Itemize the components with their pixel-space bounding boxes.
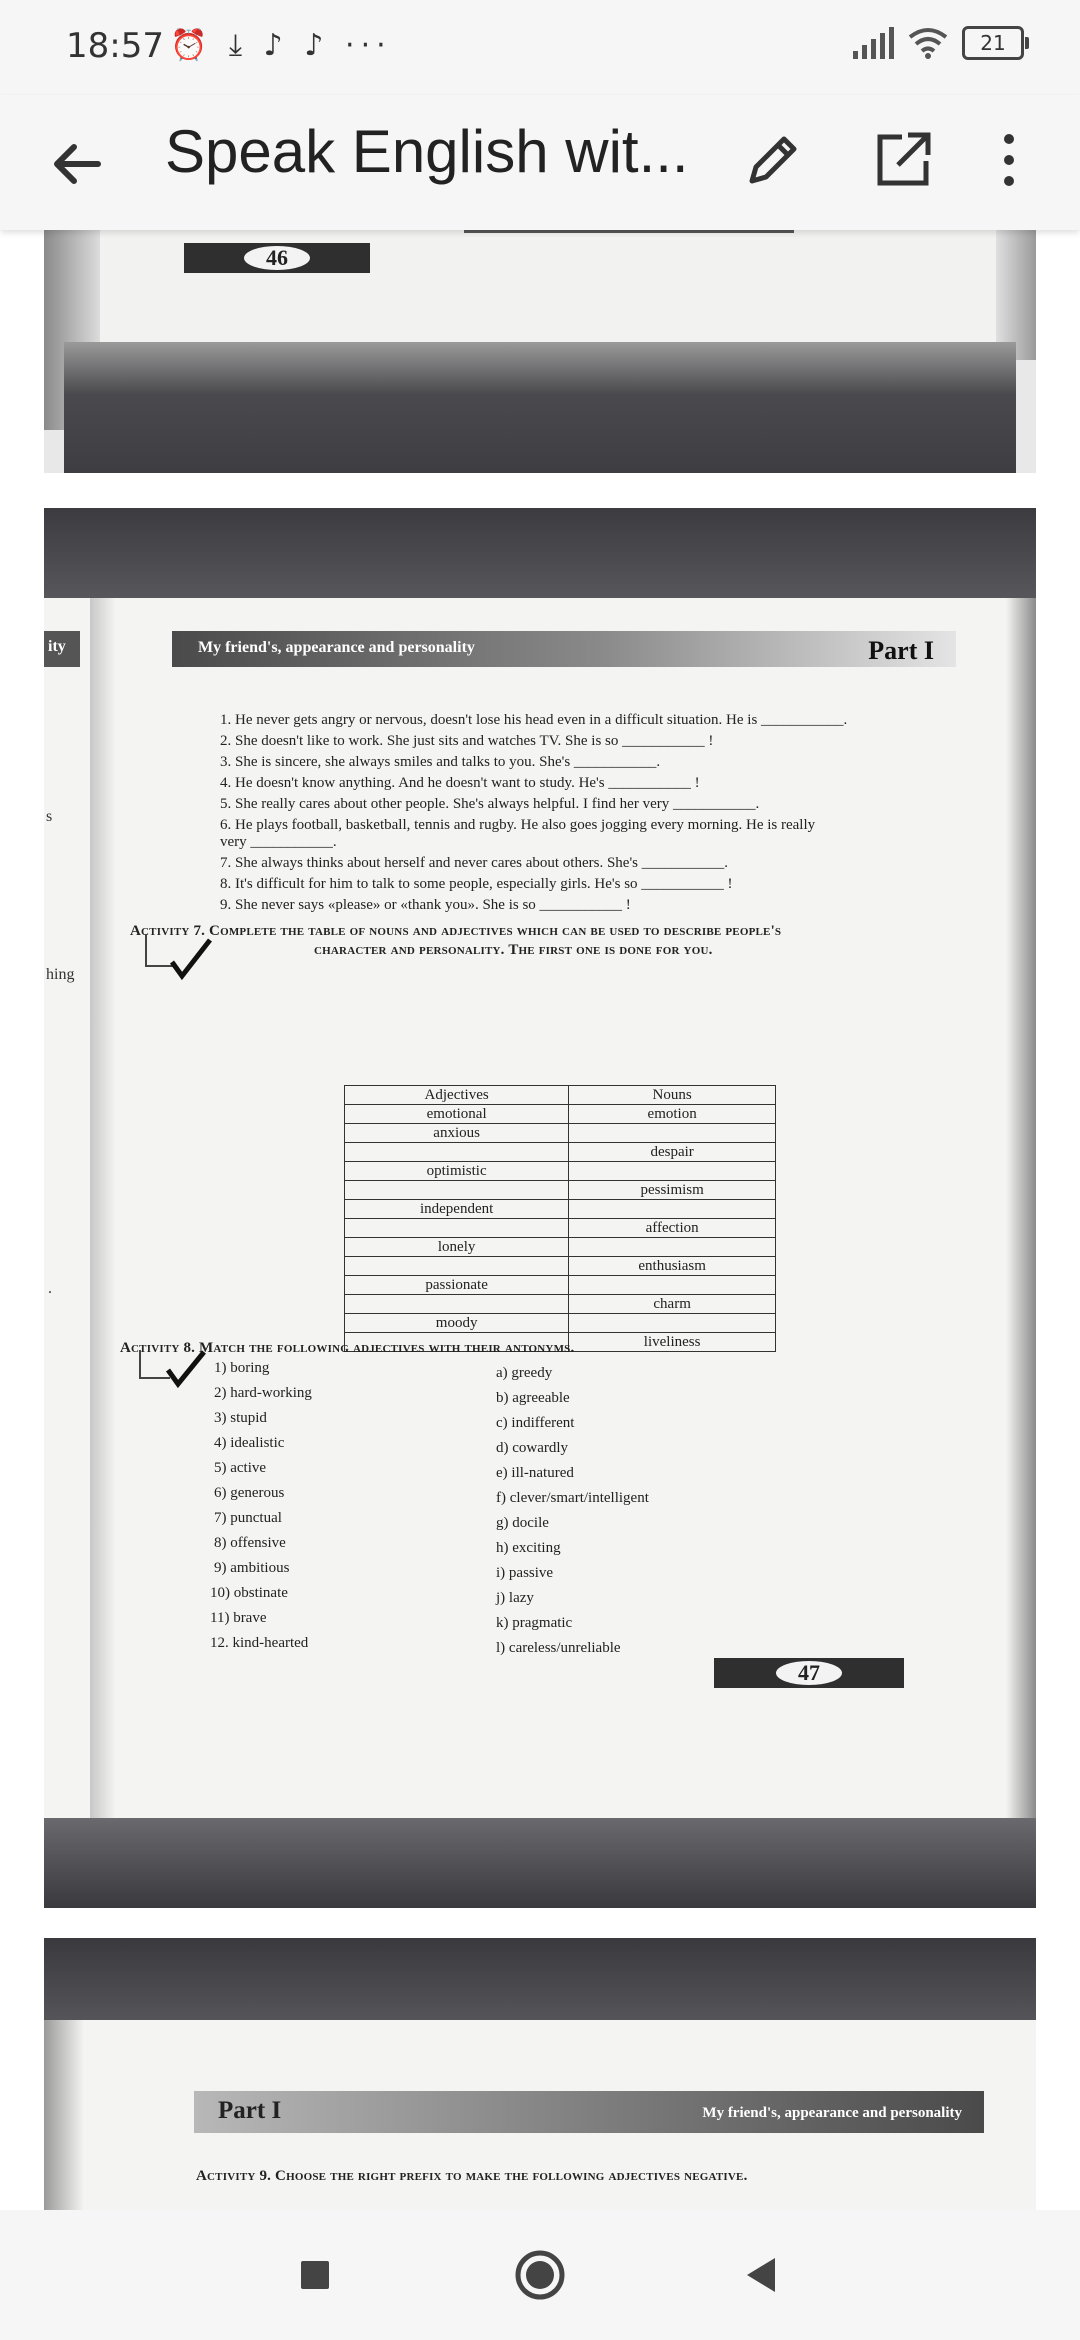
antonym-k: k) pragmatic [496,1615,573,1631]
question-8: 8. It's difficult for him to talk to some people, especially girls. He's so ___________ ! [220,876,733,892]
table-cell: passionate [345,1276,569,1295]
activity-7-title: Activity 7. Complete the table of nouns and adjectives which can be used to describe people's [130,923,782,939]
question-3: 3. She is sincere, she always smiles and talks to you. She's ___________. [220,754,661,770]
antonym-e: e) ill-natured [496,1465,574,1481]
page-46-bottom-shadow [64,342,1016,473]
adjective-6: 6) generous [214,1485,285,1501]
table-cell: anxious [345,1124,569,1143]
table-row [345,1314,776,1333]
antonym-g: g) docile [496,1515,549,1531]
table-cell: liveliness [569,1333,776,1352]
page-48 [44,1938,1036,2210]
table-row [345,1219,776,1238]
antonym-a: a) greedy [496,1365,553,1381]
adjective-7: 7) punctual [214,1510,282,1526]
table-row [345,1162,776,1181]
recents-square-icon[interactable] [280,2240,350,2310]
status-bar [0,0,1080,95]
question-6-continued: very ___________. [220,834,337,850]
table-row [345,1105,776,1124]
page-48-part-label: Part I [218,2097,282,2124]
back-arrow-icon[interactable] [42,129,112,199]
app-bar [0,95,1080,230]
table-cell: affection [569,1219,776,1238]
table-cell [345,1219,569,1238]
antonym-j: j) lazy [496,1590,534,1606]
nouns-adjectives-table [344,1085,776,1352]
table-row [345,1124,776,1143]
page-47-number: 47 [776,1661,842,1685]
question-5: 5. She really cares about other people. She's always helpful. I find her very ___________. [220,796,760,812]
adjective-12: 12. kind-hearted [210,1635,309,1651]
table-row [345,1200,776,1219]
page-48-header [194,2091,984,2133]
antonym-c: c) indifferent [496,1415,575,1431]
question-4: 4. He doesn't know anything. And he doesn't want to study. He's ___________ ! [220,775,700,791]
table-cell [345,1181,569,1200]
adjective-1: 1) boring [214,1360,270,1376]
adjective-10: 10) obstinate [210,1585,288,1601]
table-cell: moody [345,1314,569,1333]
table-cell [569,1200,776,1219]
table-row [345,1295,776,1314]
side-fragment-2: s [46,808,53,825]
table-cell [569,1314,776,1333]
activity-8-title: Activity 8. Match the following adjectives with their antonyms. [120,1340,575,1356]
page-46-number-bar [184,243,370,273]
table-cell [569,1162,776,1181]
antonym-i: i) passive [496,1565,554,1581]
page-46-number: 46 [244,246,310,270]
table-cell: independent [345,1200,569,1219]
table-cell [345,1257,569,1276]
page-46-rule [464,230,794,233]
table-cell: optimistic [345,1162,569,1181]
more-vertical-icon[interactable] [984,125,1034,195]
back-triangle-icon[interactable] [725,2240,795,2310]
question-2: 2. She doesn't like to work. She just sits and watches TV. She is so ___________ ! [220,733,714,749]
page-47-gutter [90,598,116,1823]
table-header-nouns: Nouns [569,1086,776,1105]
page-48-header-title: My friend's, appearance and personality [702,2105,962,2121]
table-cell [569,1238,776,1257]
page-46 [44,230,1036,473]
table-header-adjectives: Adjectives [345,1086,569,1105]
adjective-8: 8) offensive [214,1535,286,1551]
table-cell: pessimism [569,1181,776,1200]
battery-icon: 21 [962,26,1024,60]
table-row [345,1238,776,1257]
notification-icons: ⏰ ⤓ ♪ ♪ ··· [170,28,392,63]
antonym-l: l) careless/unreliable [496,1640,621,1656]
wifi-icon [908,27,948,59]
signal-icon [853,27,894,59]
antonym-b: b) agreeable [496,1390,570,1406]
antonym-h: h) exciting [496,1540,561,1556]
table-header-row [345,1086,776,1105]
page-47 [44,508,1036,1908]
table-cell: emotional [345,1105,569,1124]
adjective-4: 4) idealistic [214,1435,285,1451]
table-cell: charm [569,1295,776,1314]
edit-pencil-icon[interactable] [738,125,808,195]
table-row [345,1181,776,1200]
document-viewer[interactable] [0,230,1080,2210]
table-cell: emotion [569,1105,776,1124]
question-7: 7. She always thinks about herself and never cares about others. She's ___________. [220,855,729,871]
adjective-5: 5) active [214,1460,267,1476]
side-fragment-4: . [48,1280,52,1297]
question-9: 9. She never says «please» or «thank you». She is so ___________ ! [220,897,631,913]
page-47-top-shadow [44,508,1036,608]
open-external-icon[interactable] [868,125,938,195]
table-cell [569,1276,776,1295]
table-row [345,1143,776,1162]
checkmark-icon [138,1348,208,1398]
page-47-part-label: Part I [868,636,934,665]
question-1: 1. He never gets angry or nervous, doesn't lose his head even in a difficult situation. He is ___________. [220,712,848,728]
table-row [345,1276,776,1295]
antonym-f: f) clever/smart/intelligent [496,1490,649,1506]
table-cell: despair [569,1143,776,1162]
table-row [345,1257,776,1276]
page-47-bottom-shadow [44,1818,1036,1908]
status-right [853,26,1024,60]
checkmark-icon [144,932,214,990]
activity-7-subtitle: character and personality. The first one is done for you. [314,942,713,958]
table-cell [569,1124,776,1143]
status-time: 18:57 [66,26,164,66]
page-47-number-bar [714,1658,904,1688]
page-46-right-shadow [996,230,1036,360]
navigation-bar [0,2210,1080,2340]
table-cell [345,1143,569,1162]
page-48-top-shadow [44,1938,1036,2030]
table-cell: lonely [345,1238,569,1257]
page-48-left-edge [44,2020,84,2210]
antonym-d: d) cowardly [496,1440,569,1456]
side-fragment-1: ity [48,638,66,655]
activity-9-title: Activity 9. Choose the right prefix to make the following adjectives negative. [196,2168,748,2184]
document-title: Speak English wit... [165,118,689,185]
adjective-3: 3) stupid [214,1410,267,1426]
table-cell [345,1295,569,1314]
adjective-11: 11) brave [210,1610,267,1626]
page-47-header-title: My friend's, appearance and personality [198,639,475,656]
question-6: 6. He plays football, basketball, tennis and rugby. He also goes jogging every morning. He is really [220,817,816,833]
home-circle-icon[interactable] [505,2240,575,2310]
page-47-header [172,631,956,667]
page-47-right-edge [1006,598,1036,1823]
side-fragment-3: hing [46,966,75,983]
table-cell: enthusiasm [569,1257,776,1276]
adjective-9: 9) ambitious [214,1560,290,1576]
adjective-2: 2) hard-working [214,1385,312,1401]
